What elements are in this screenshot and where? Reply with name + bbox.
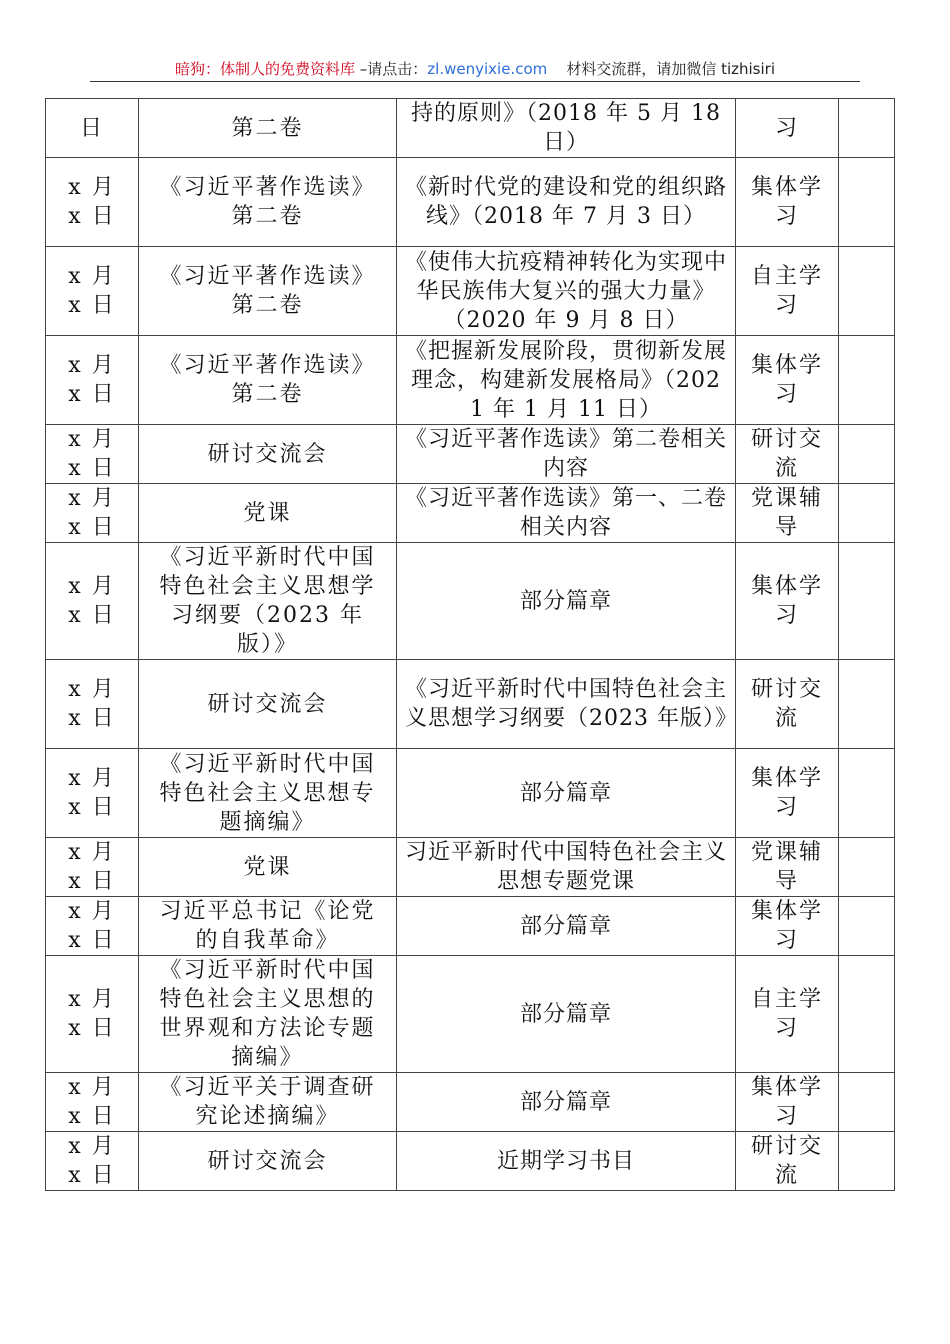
cell-date: x 月 x 日 xyxy=(46,897,139,956)
cell-book: 《习近平新时代中国特色社会主义思想专题摘编》 xyxy=(139,749,397,838)
cell-note xyxy=(839,1073,895,1132)
cell-book: 《习近平著作选读》第二卷 xyxy=(139,158,397,247)
header-group-note: 材料交流群，请加微信 tizhisiri xyxy=(566,60,775,78)
cell-form: 自主学习 xyxy=(736,956,839,1073)
table-row xyxy=(46,99,895,158)
cell-book: 习近平总书记《论党的自我革命》 xyxy=(139,897,397,956)
cell-note xyxy=(839,897,895,956)
cell-date: x 月 x 日 xyxy=(46,838,139,897)
cell-date: x 月 x 日 xyxy=(46,660,139,749)
cell-content: 《使伟大抗疫精神转化为实现中华民族伟大复兴的强大力量》（2020 年 9 月 8 日） xyxy=(397,247,736,336)
cell-form: 自主学习 xyxy=(736,247,839,336)
header-divider xyxy=(90,81,860,82)
cell-form: 集体学习 xyxy=(736,897,839,956)
cell-date: x 月 x 日 xyxy=(46,956,139,1073)
cell-note xyxy=(839,247,895,336)
cell-note xyxy=(839,336,895,425)
cell-content: 部分篇章 xyxy=(397,749,736,838)
cell-content: 部分篇章 xyxy=(397,543,736,660)
cell-form: 集体学习 xyxy=(736,158,839,247)
cell-form: 党课辅导 xyxy=(736,484,839,543)
cell-note xyxy=(839,158,895,247)
table-row xyxy=(46,247,895,336)
cell-note xyxy=(839,838,895,897)
table-row xyxy=(46,425,895,484)
cell-content: 持的原则》（2018 年 5 月 18 日） xyxy=(397,99,736,158)
cell-date: x 月 x 日 xyxy=(46,247,139,336)
cell-form: 研讨交流 xyxy=(736,1132,839,1191)
cell-content: 《习近平新时代中国特色社会主义思想学习纲要（2023 年版）》 xyxy=(397,660,736,749)
cell-form: 集体学习 xyxy=(736,1073,839,1132)
table-row xyxy=(46,1073,895,1132)
cell-date: x 月 x 日 xyxy=(46,484,139,543)
cell-book: 《习近平关于调查研究论述摘编》 xyxy=(139,1073,397,1132)
cell-content: 《新时代党的建设和党的组织路线》（2018 年 7 月 3 日） xyxy=(397,158,736,247)
cell-content: 《把握新发展阶段，贯彻新发展理念，构建新发展格局》（2021 年 1 月 11 日） xyxy=(397,336,736,425)
cell-content: 《习近平著作选读》第二卷相关内容 xyxy=(397,425,736,484)
cell-book: 《习近平著作选读》第二卷 xyxy=(139,336,397,425)
cell-book: 《习近平著作选读》第二卷 xyxy=(139,247,397,336)
cell-date: x 月 x 日 xyxy=(46,425,139,484)
cell-note xyxy=(839,1132,895,1191)
table-row xyxy=(46,543,895,660)
cell-book: 研讨交流会 xyxy=(139,1132,397,1191)
cell-book: 《习近平新时代中国特色社会主义思想学习纲要（2023 年版）》 xyxy=(139,543,397,660)
cell-book: 党课 xyxy=(139,838,397,897)
cell-book: 党课 xyxy=(139,484,397,543)
cell-date: x 月 x 日 xyxy=(46,1132,139,1191)
cell-content: 《习近平著作选读》第一、二卷相关内容 xyxy=(397,484,736,543)
table-row xyxy=(46,158,895,247)
cell-form: 党课辅导 xyxy=(736,838,839,897)
cell-content: 部分篇章 xyxy=(397,897,736,956)
cell-date: x 月 x 日 xyxy=(46,543,139,660)
cell-note xyxy=(839,660,895,749)
table-row xyxy=(46,956,895,1073)
cell-form: 集体学习 xyxy=(736,543,839,660)
cell-form: 研讨交流 xyxy=(736,425,839,484)
table-row xyxy=(46,336,895,425)
cell-form: 习 xyxy=(736,99,839,158)
cell-form: 集体学习 xyxy=(736,336,839,425)
cell-date: x 月 x 日 xyxy=(46,749,139,838)
cell-note xyxy=(839,956,895,1073)
cell-note xyxy=(839,99,895,158)
cell-note xyxy=(839,484,895,543)
study-schedule-table xyxy=(45,98,895,1191)
table-row xyxy=(46,660,895,749)
cell-note xyxy=(839,543,895,660)
cell-note xyxy=(839,425,895,484)
page-header xyxy=(0,58,950,79)
cell-book: 研讨交流会 xyxy=(139,425,397,484)
cell-book: 研讨交流会 xyxy=(139,660,397,749)
table-row xyxy=(46,749,895,838)
cell-note xyxy=(839,749,895,838)
cell-book: 第二卷 xyxy=(139,99,397,158)
cell-content: 习近平新时代中国特色社会主义思想专题党课 xyxy=(397,838,736,897)
table-row xyxy=(46,838,895,897)
cell-date: x 月 x 日 xyxy=(46,1073,139,1132)
cell-content: 部分篇章 xyxy=(397,1073,736,1132)
cell-form: 研讨交流 xyxy=(736,660,839,749)
cell-form: 集体学习 xyxy=(736,749,839,838)
cell-date: x 月 x 日 xyxy=(46,336,139,425)
table-row xyxy=(46,1132,895,1191)
cell-date: 日 xyxy=(46,99,139,158)
cell-content: 部分篇章 xyxy=(397,956,736,1073)
cell-book: 《习近平新时代中国特色社会主义思想的世界观和方法论专题摘编》 xyxy=(139,956,397,1073)
header-url-link[interactable]: zl.wenyixie.com xyxy=(427,60,548,78)
cell-content: 近期学习书目 xyxy=(397,1132,736,1191)
header-prompt: –请点击： xyxy=(355,60,428,78)
table-row xyxy=(46,897,895,956)
header-brand: 暗狗：体制人的免费资料库 xyxy=(175,60,356,78)
table-row xyxy=(46,484,895,543)
cell-date: x 月 x 日 xyxy=(46,158,139,247)
